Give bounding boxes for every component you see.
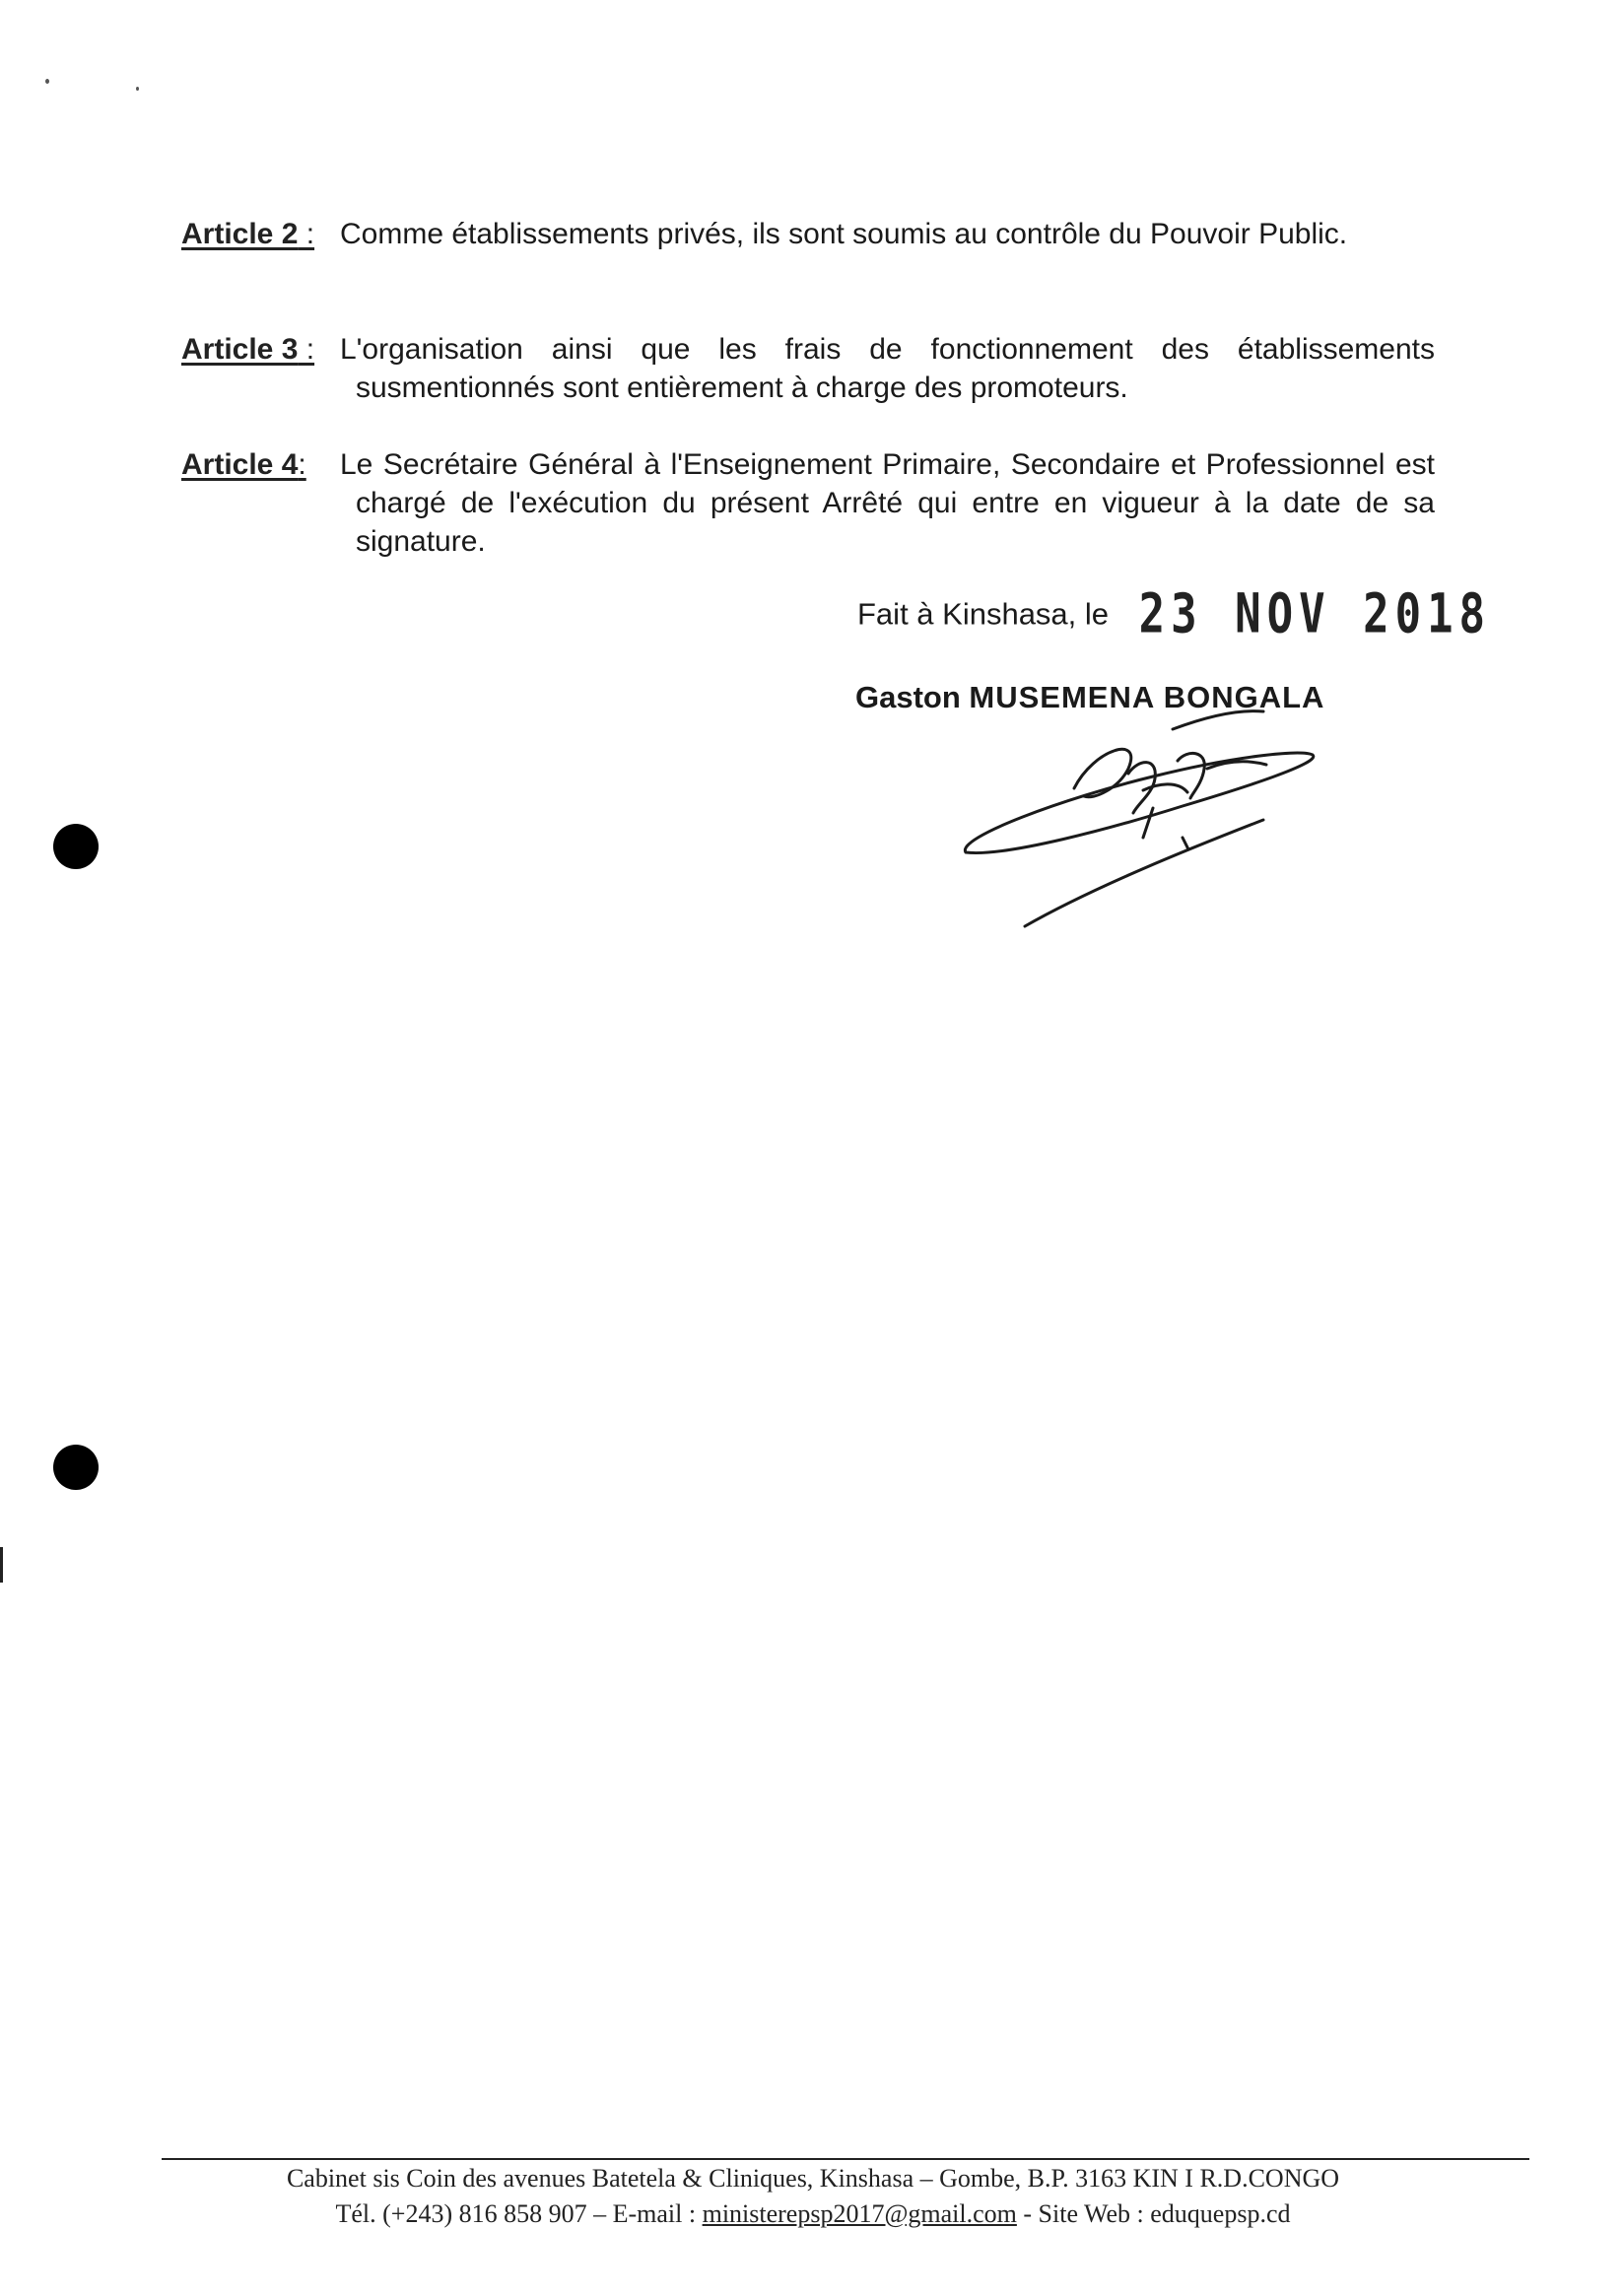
- article-2: [181, 215, 1435, 253]
- article-text: L'organisation ainsi que les frais de fonctionnement des établissements susmentionnés sont entièrement à charge des promoteurs.: [340, 333, 1435, 404]
- place-label: Fait à Kinshasa, le: [857, 596, 1110, 632]
- article-separator: :: [298, 448, 306, 481]
- scan-edge-mark: [0, 1547, 3, 1583]
- article-4: [181, 445, 1435, 561]
- article-text: Comme établissements privés, ils sont soumis au contrôle du Pouvoir Public.: [340, 218, 1348, 250]
- footer-address: Cabinet sis Coin des avenues Batetela & Cliniques, Kinshasa – Gombe, B.P. 3163 KIN I R.D.CONGO: [286, 2164, 1340, 2193]
- footer-email-label: – E-mail :: [586, 2199, 703, 2228]
- article-label: Article 2: [181, 218, 299, 250]
- article-separator: :: [298, 218, 315, 250]
- punch-hole: [53, 824, 99, 869]
- footer-rule: [162, 2158, 1529, 2160]
- article-3: [181, 330, 1435, 407]
- scan-speck: [136, 87, 139, 91]
- signer-first-name: Gaston: [855, 680, 961, 714]
- article-separator: :: [298, 333, 315, 366]
- footer-website: eduquepsp.cd: [1150, 2199, 1291, 2228]
- article-text: Le Secrétaire Général à l'Enseignement Primaire, Secondaire et Professionnel est chargé de l'exécution du présent Arrêté qui entre en vigueur à la date de sa signature.: [340, 448, 1435, 558]
- handwritten-signature: [946, 690, 1340, 936]
- scan-speck: [45, 79, 49, 84]
- footer-phone: Tél. (+243) 816 858 907: [335, 2199, 587, 2228]
- footer-contact: [148, 2199, 1478, 2229]
- date-stamp: 23 NOV 2018: [1138, 582, 1492, 646]
- punch-hole: [53, 1445, 99, 1490]
- article-label: Article 4: [181, 448, 299, 481]
- signer-last-name: MUSEMENA BONGALA: [969, 680, 1325, 714]
- article-label: Article 3: [181, 333, 299, 366]
- footer-web-label: - Site Web :: [1016, 2199, 1151, 2228]
- footer-email-link[interactable]: ministerepsp2017@gmail.com: [702, 2199, 1017, 2228]
- place-date-line: [857, 582, 1492, 646]
